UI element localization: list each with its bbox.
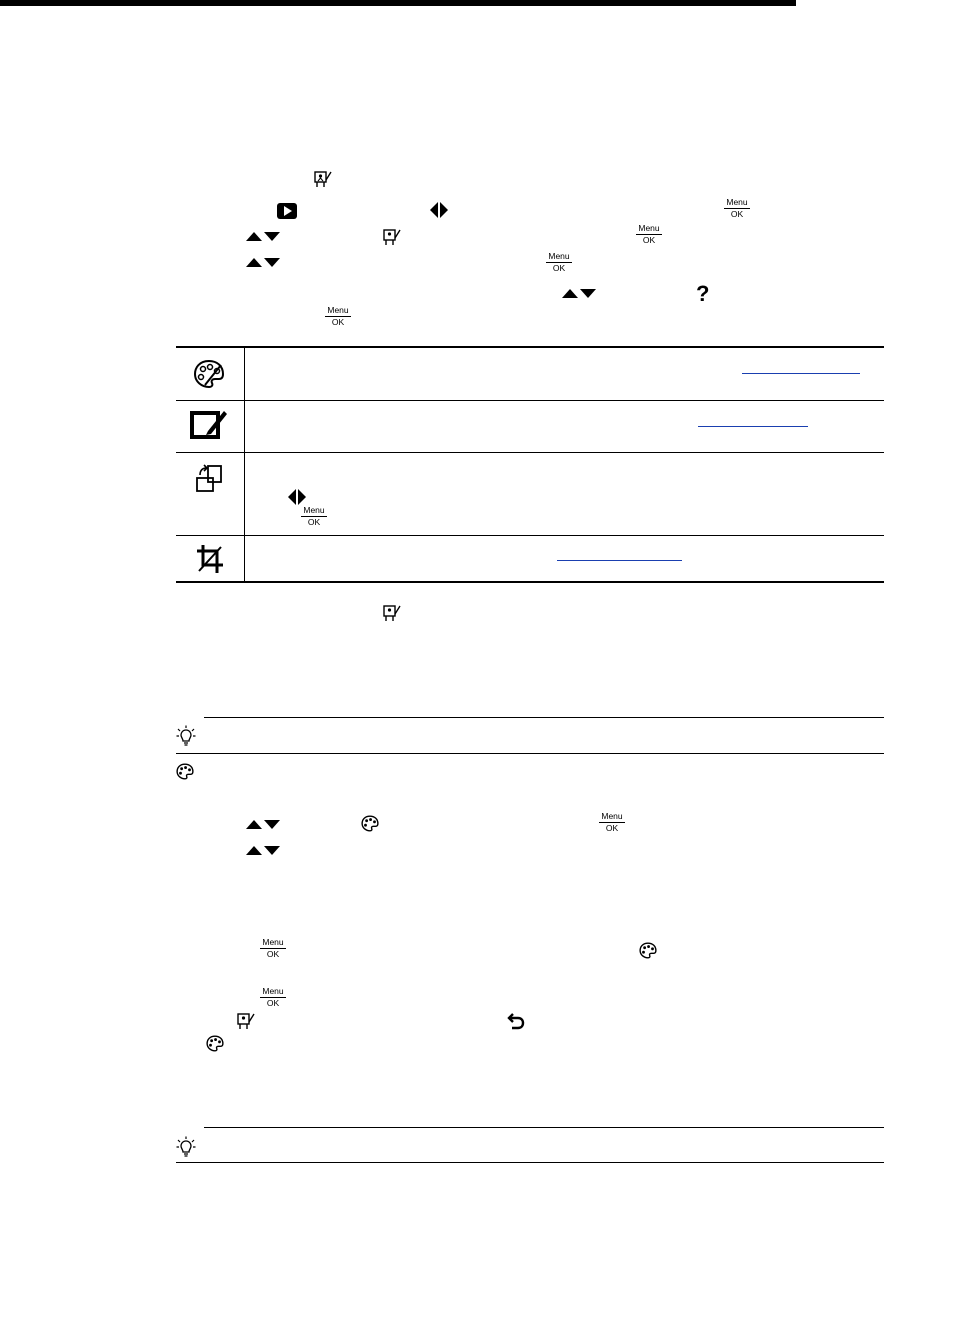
menu-ok-key-icon: Menu OK	[301, 506, 327, 526]
tip-top-rule	[204, 717, 884, 718]
menu-ok-key-icon: Menu OK	[260, 987, 286, 1007]
help-icon: ?	[696, 281, 710, 306]
return-icon	[505, 1013, 525, 1031]
design-gallery-icon	[383, 604, 401, 622]
table-row-divider	[176, 400, 884, 401]
left-right-arrows-icon	[430, 202, 448, 218]
up-down-arrows-icon	[246, 258, 280, 267]
table-row-divider	[176, 452, 884, 453]
up-down-arrows-icon	[562, 289, 596, 298]
table-column-divider	[244, 347, 245, 582]
menu-ok-key-icon: Menu OK	[325, 306, 351, 326]
crop-icon	[196, 544, 224, 574]
link-underline[interactable]	[557, 560, 682, 561]
link-underline[interactable]	[698, 426, 808, 427]
tip-bottom-rule	[176, 753, 884, 754]
table-row-divider	[176, 535, 884, 536]
tip-top-rule	[204, 1127, 884, 1128]
menu-ok-key-icon: Menu OK	[724, 198, 750, 218]
tip-icon	[176, 1136, 196, 1158]
artistic-effects-icon	[206, 1035, 224, 1052]
artistic-effects-icon	[176, 763, 194, 780]
artistic-effects-icon	[639, 942, 657, 959]
menu-ok-key-icon: Menu OK	[260, 938, 286, 958]
table-bottom-rule	[176, 581, 884, 583]
table-top-rule	[176, 346, 884, 348]
tip-bottom-rule	[176, 1162, 884, 1163]
artistic-effects-icon	[361, 815, 379, 832]
left-right-arrows-icon	[288, 489, 306, 505]
tip-icon	[176, 725, 196, 747]
link-underline[interactable]	[742, 373, 860, 374]
design-gallery-icon	[383, 228, 401, 246]
borders-icon	[190, 409, 228, 441]
up-down-arrows-icon	[246, 232, 280, 241]
rotate-icon	[195, 464, 227, 494]
menu-ok-key-icon: Menu OK	[636, 224, 662, 244]
page-header-rule	[0, 0, 796, 6]
design-gallery-icon	[314, 170, 332, 188]
up-down-arrows-icon	[246, 820, 280, 829]
menu-ok-key-icon: Menu OK	[599, 812, 625, 832]
artistic-effects-icon	[193, 359, 225, 389]
menu-ok-key-icon: Menu OK	[546, 252, 572, 272]
playback-button-icon	[277, 203, 297, 219]
design-gallery-icon	[237, 1012, 255, 1030]
up-down-arrows-icon	[246, 846, 280, 855]
